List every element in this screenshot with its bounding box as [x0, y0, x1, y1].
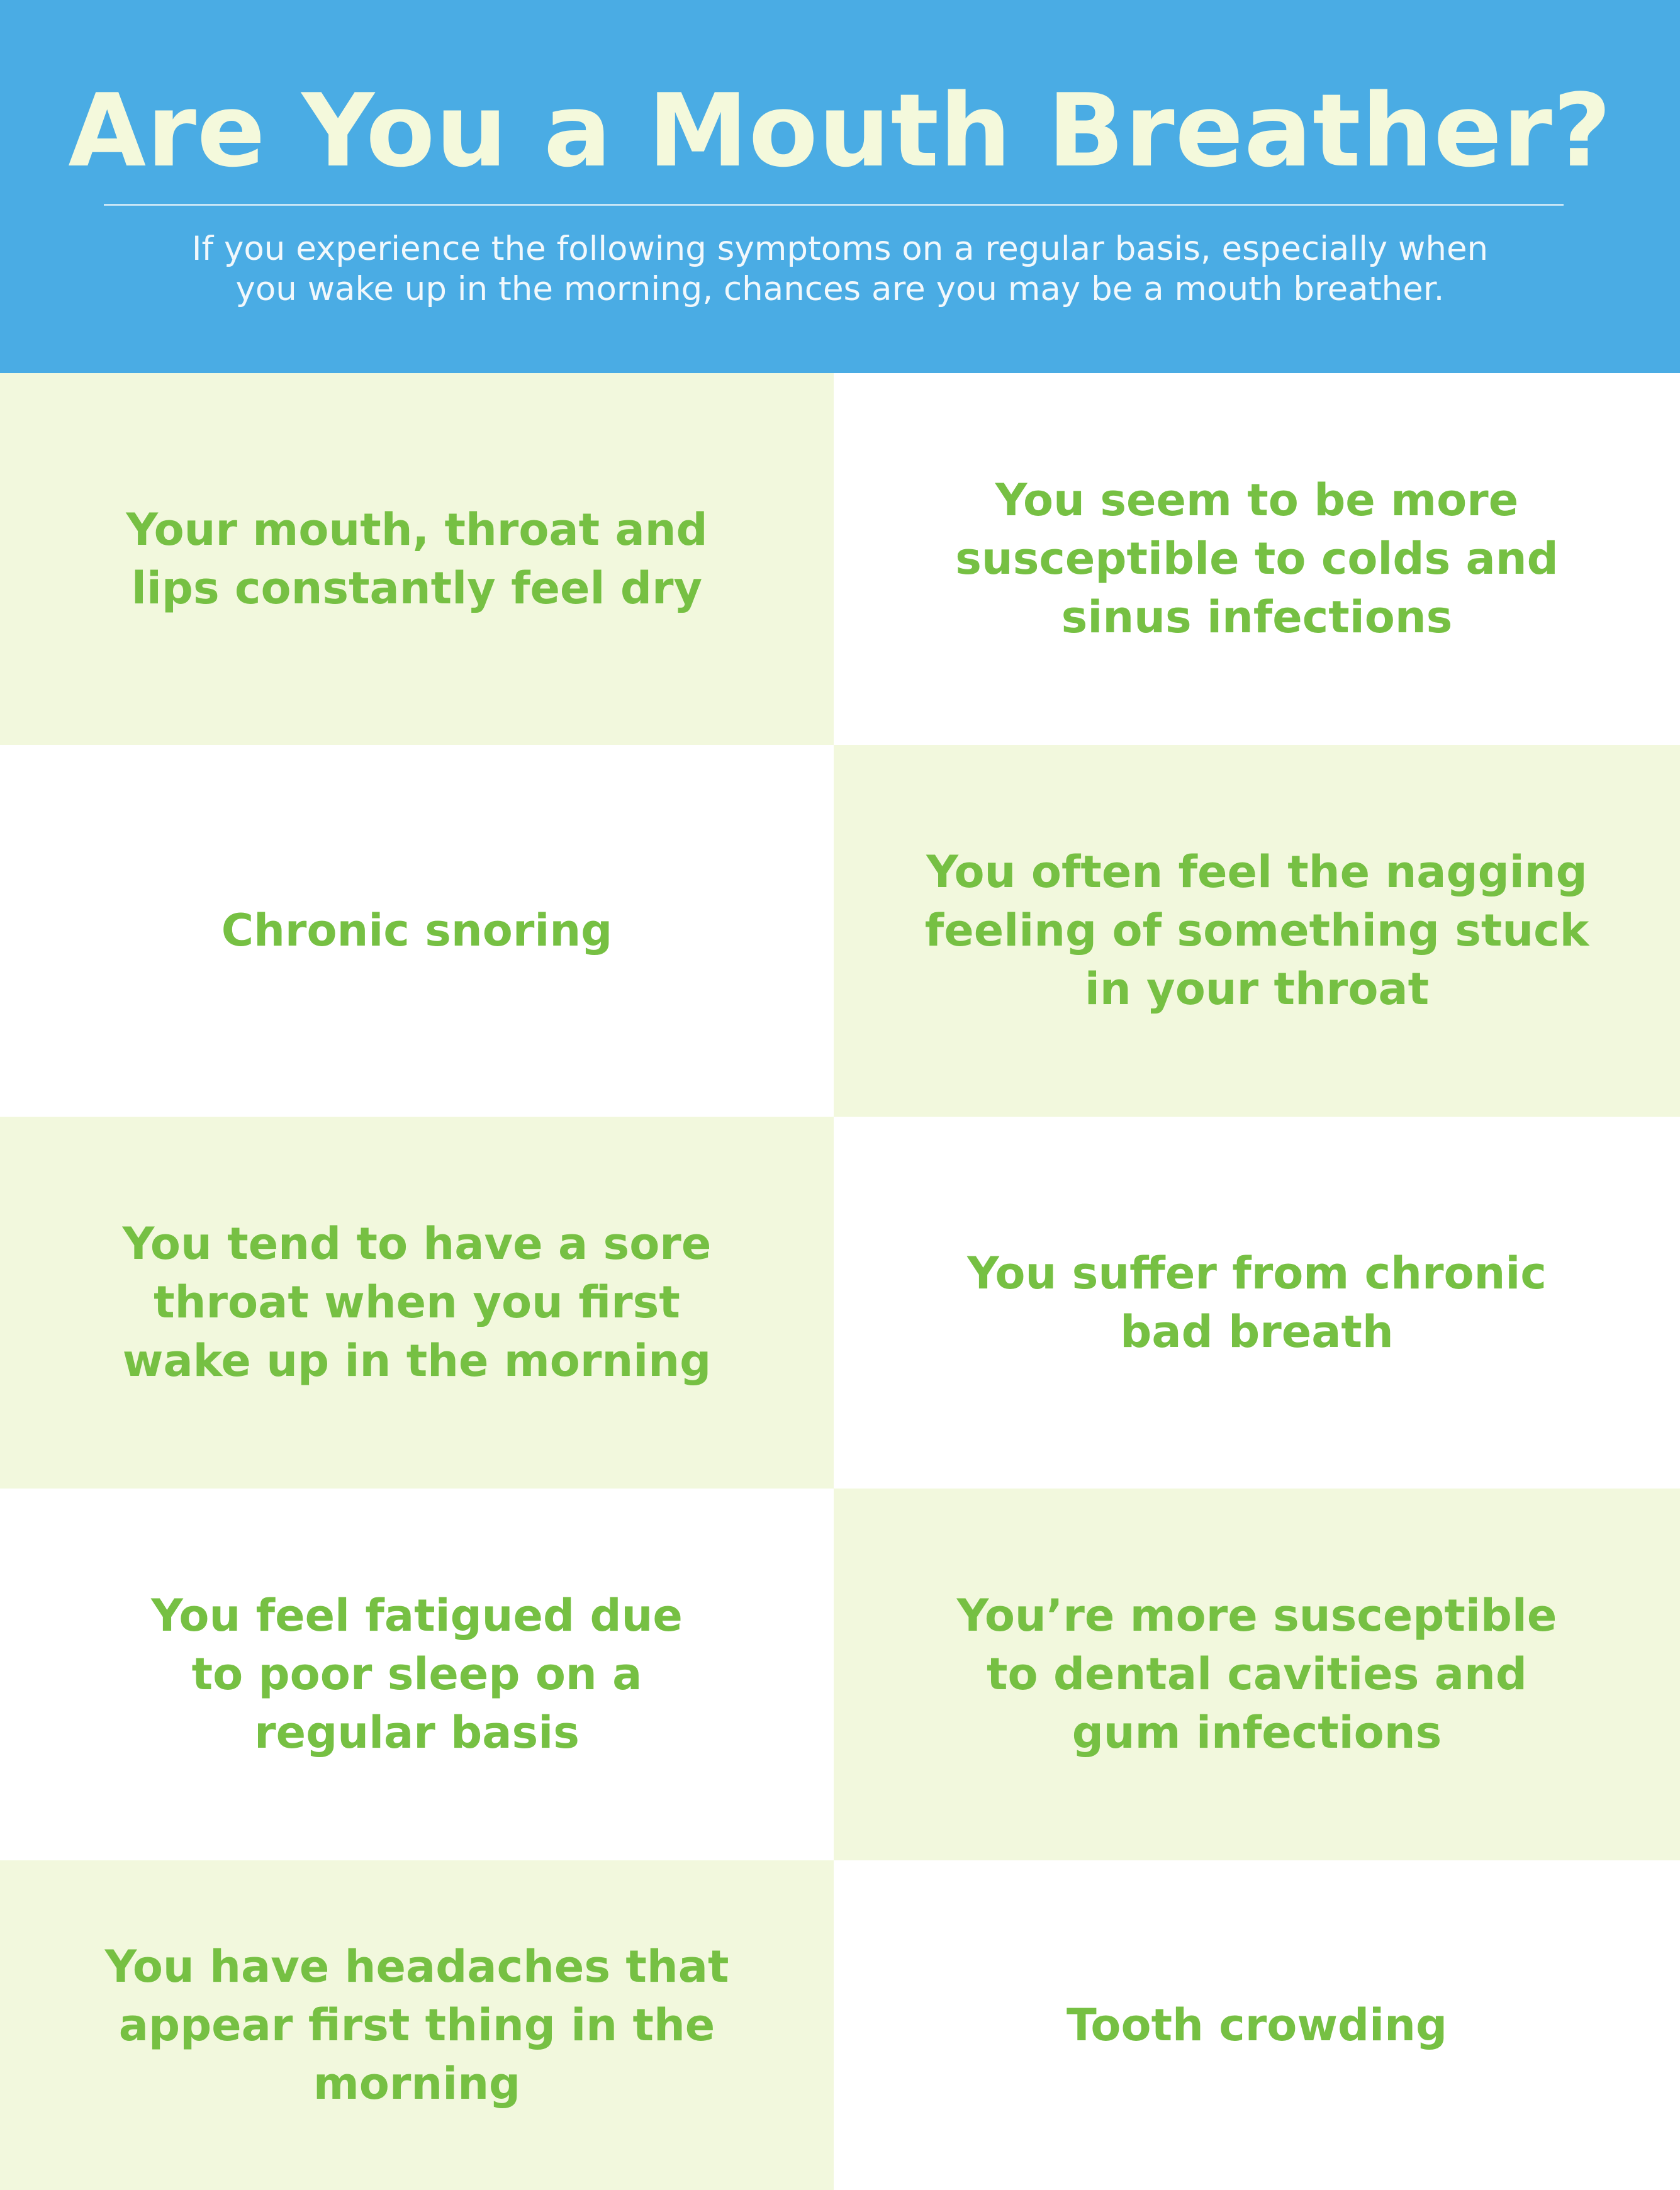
symptom-text	[1067, 1996, 1447, 2055]
symptom-text	[925, 843, 1589, 1019]
symptom-text	[126, 501, 707, 618]
symptom-line: You have headaches that	[104, 1940, 729, 1992]
symptom-text	[151, 1587, 683, 1762]
symptom-text	[123, 1215, 712, 1390]
subtitle-line: you wake up in the morning, chances are you may be a mouth breather.	[235, 270, 1445, 308]
symptom-line: You feel fatigued due	[151, 1590, 683, 1641]
symptom-line: feeling of something stuck	[924, 905, 1589, 956]
symptom-line: gum infections	[1072, 1707, 1442, 1758]
symptom-line: Chronic snoring	[221, 905, 613, 956]
symptom-text	[221, 902, 613, 960]
symptom-line: to dental cavities and	[987, 1648, 1527, 1700]
symptom-line: susceptible to colds and	[955, 533, 1559, 584]
subtitle-line: If you experience the following symptoms on a regular basis, especially when	[191, 230, 1489, 268]
symptom-line: You’re more susceptible	[956, 1590, 1557, 1641]
symptom-cell-snoring	[0, 745, 834, 1117]
symptom-line: in your throat	[1084, 963, 1430, 1015]
symptom-line: appear first thing in the	[118, 1999, 715, 2051]
symptom-line: Your mouth, throat and	[126, 503, 708, 556]
symptom-line: You often feel the nagging	[926, 846, 1588, 898]
symptom-line: to poor sleep on a	[191, 1648, 642, 1700]
header-divider	[104, 204, 1564, 206]
symptom-grid	[0, 373, 1680, 2190]
page-subtitle	[101, 229, 1579, 310]
symptom-line: You suffer from chronic	[967, 1247, 1547, 1299]
symptom-line: sinus infections	[1061, 591, 1453, 643]
symptom-line: Tooth crowding	[1066, 1999, 1448, 2051]
symptom-cell-colds	[834, 373, 1680, 745]
symptom-cell-headaches	[0, 1860, 834, 2190]
symptom-cell-dry-mouth	[0, 373, 834, 745]
symptom-line: morning	[313, 2057, 521, 2109]
symptom-line: lips constantly feel dry	[131, 562, 703, 614]
symptom-cell-sore-throat	[0, 1117, 834, 1489]
page-title: Are You a Mouth Breather?	[68, 72, 1612, 189]
symptom-line: wake up in the morning	[122, 1335, 712, 1387]
symptom-cell-cavities	[834, 1489, 1680, 1860]
symptom-cell-fatigue	[0, 1489, 834, 1860]
symptom-text	[955, 471, 1558, 647]
symptom-cell-throat-stuck	[834, 745, 1680, 1117]
symptom-cell-tooth-crowding	[834, 1860, 1680, 2190]
symptom-cell-bad-breath	[834, 1117, 1680, 1489]
symptom-line: You tend to have a sore	[122, 1218, 712, 1270]
symptom-text	[957, 1587, 1557, 1762]
header-banner	[0, 0, 1680, 373]
symptom-line: bad breath	[1120, 1305, 1394, 1358]
symptom-line: throat when you first	[154, 1277, 680, 1328]
symptom-line: regular basis	[254, 1707, 580, 1758]
symptom-text	[105, 1938, 729, 2113]
symptom-line: You seem to be more	[995, 474, 1519, 526]
symptom-text	[967, 1244, 1547, 1361]
